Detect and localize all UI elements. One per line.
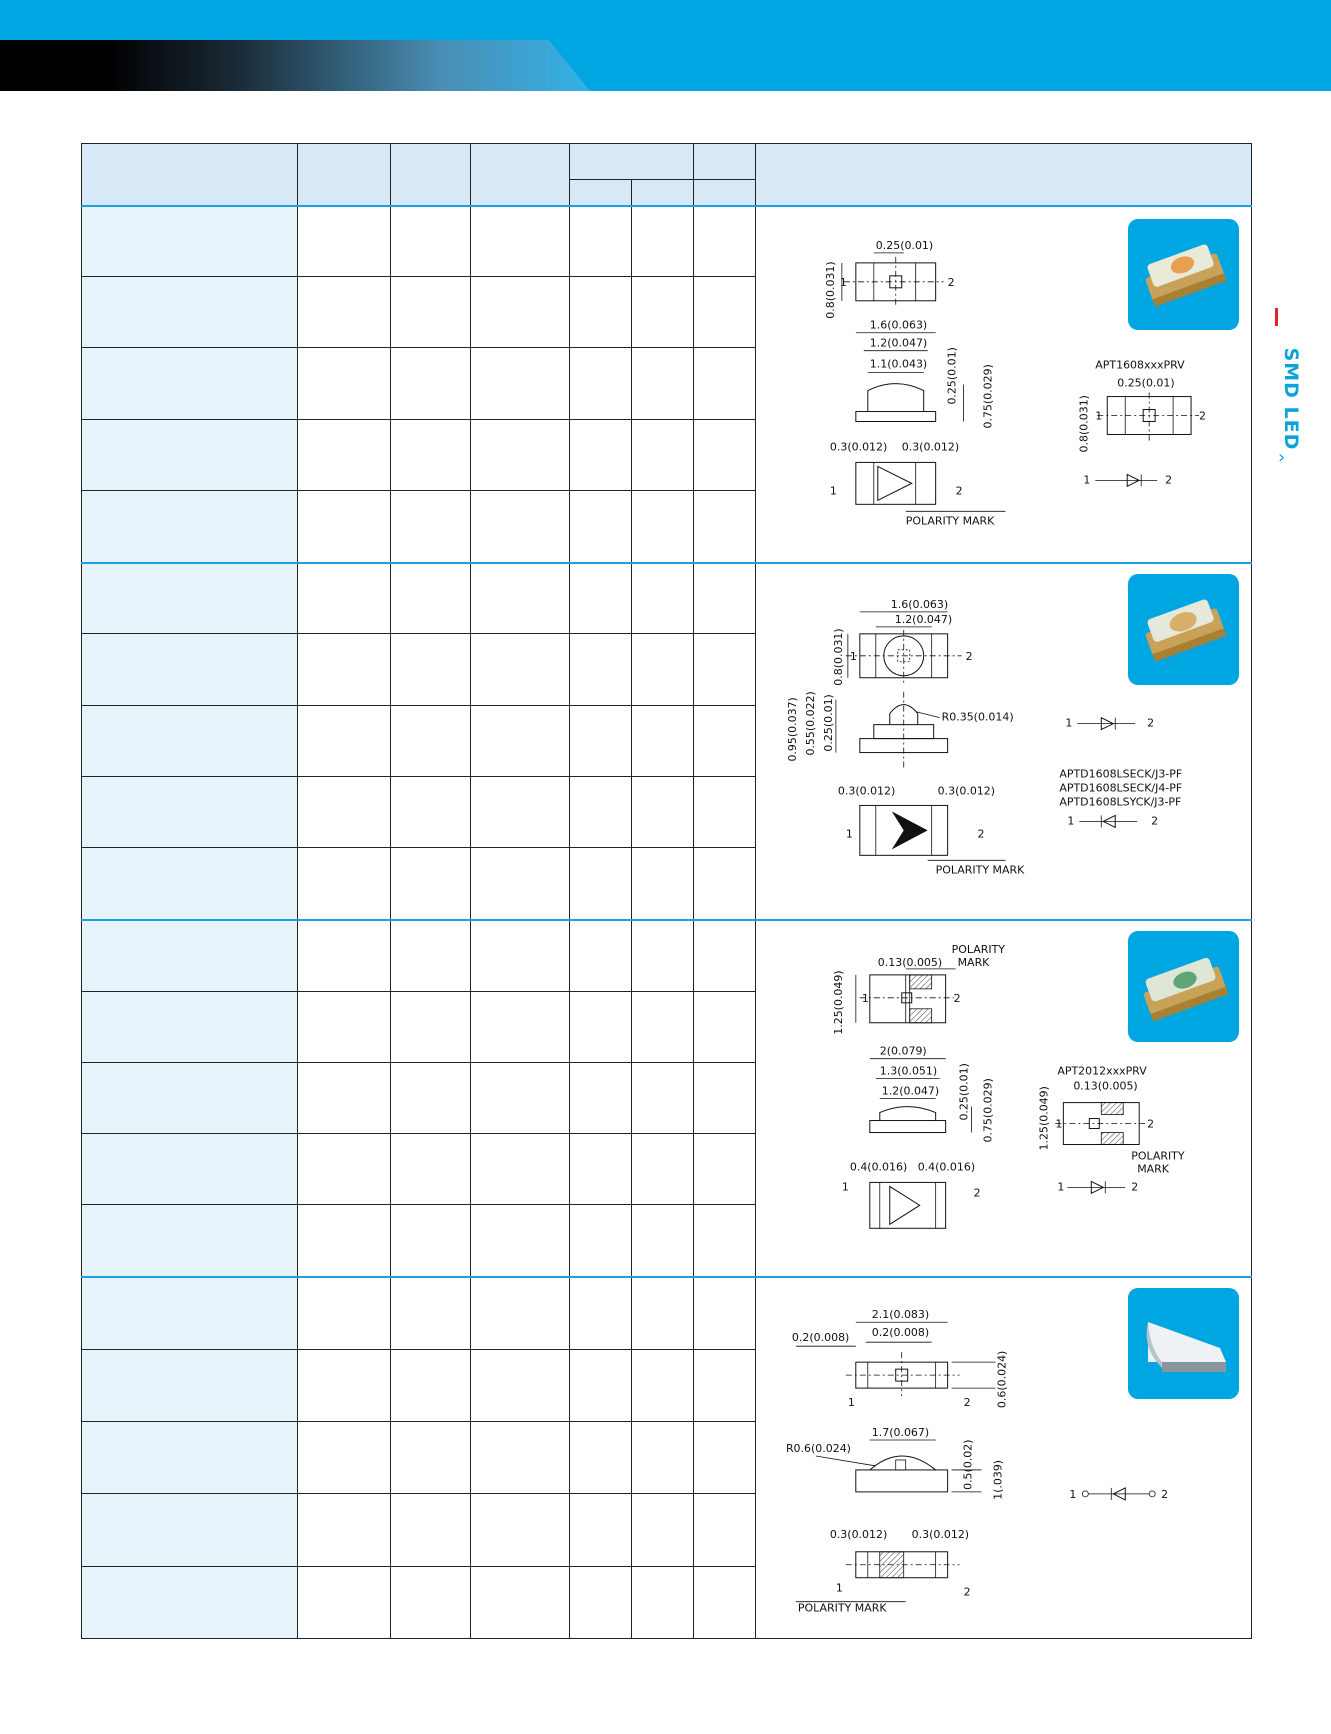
dim-label: 0.5(0.02): [961, 1439, 975, 1490]
package-drawing-cell: [756, 206, 1252, 563]
header-bar: [0, 0, 1331, 91]
dim-label: 0.4(0.016): [917, 1160, 976, 1174]
table-cell: [391, 705, 471, 776]
pin-label: 1: [1057, 1180, 1065, 1194]
dim-label: 0.2(0.008): [871, 1326, 930, 1340]
table-cell: [471, 348, 570, 419]
table-cell: [82, 1062, 298, 1133]
table-cell: [694, 634, 756, 705]
dim-label: 0.25(0.01): [957, 1063, 971, 1121]
dim-label: R0.6(0.024): [785, 1442, 851, 1456]
spec-table: [81, 143, 1252, 1639]
table-cell: [391, 348, 471, 419]
table-cell: [694, 776, 756, 847]
table-cell: [391, 1205, 471, 1277]
table-cell: [471, 634, 570, 705]
dim-label: 1.2(0.047): [881, 1084, 940, 1098]
table-cell: [82, 348, 298, 419]
table-cell: [570, 1062, 632, 1133]
table-cell: [632, 563, 694, 634]
header-cell: [694, 180, 756, 206]
pin-label: 1: [845, 827, 853, 841]
pin-label: 1: [841, 1180, 849, 1194]
table-cell: [694, 920, 756, 991]
dim-label: 1.7(0.067): [871, 1426, 930, 1440]
table-cell: [298, 277, 391, 348]
table-cell: [632, 348, 694, 419]
dim-label: 0.3(0.012): [837, 784, 896, 798]
table-cell: [82, 634, 298, 705]
table-cell: [570, 776, 632, 847]
polarity-label: MARK: [1137, 1162, 1169, 1176]
table-cell: [632, 1494, 694, 1566]
table-cell: [298, 348, 391, 419]
pin-label: 2: [1199, 409, 1207, 423]
polarity-label: MARK: [957, 955, 990, 969]
pin-label: 2: [963, 1396, 971, 1410]
table-cell: [570, 848, 632, 920]
table-cell: [632, 848, 694, 920]
dim-label: R0.35(0.014): [941, 710, 1014, 724]
table-cell: [570, 1566, 632, 1638]
table-cell: [298, 920, 391, 991]
dim-label: 0.4(0.016): [849, 1160, 908, 1174]
table-cell: [471, 1349, 570, 1421]
table-cell: [632, 705, 694, 776]
table-cell: [570, 490, 632, 562]
table-cell: [82, 848, 298, 920]
dim-label: 0.3(0.012): [829, 439, 888, 453]
table-cell: [632, 490, 694, 562]
dim-label: 1.6(0.063): [890, 597, 949, 611]
table-cell: [391, 206, 471, 277]
table-cell: [471, 1134, 570, 1205]
dim-label: 0.13(0.005): [877, 955, 943, 969]
dim-label: 0.25(0.01): [875, 238, 934, 252]
table-cell: [391, 1422, 471, 1494]
table-cell: [82, 206, 298, 277]
table-cell: [570, 705, 632, 776]
polarity-label: POLARITY MARK: [905, 513, 995, 527]
dim-label: 1.3(0.051): [879, 1064, 938, 1078]
dim-label: 1(.039): [991, 1459, 1005, 1500]
table-cell: [632, 1134, 694, 1205]
pin-label: 2: [947, 275, 955, 289]
package-drawing-cell: [756, 563, 1252, 920]
dim-label: 0.3(0.012): [911, 1527, 970, 1541]
package-drawing-cell: [756, 920, 1252, 1277]
pin-label: 1: [839, 275, 847, 289]
table-cell: [298, 1062, 391, 1133]
dim-label: 0.75(0.029): [981, 1077, 995, 1143]
table-cell: [632, 991, 694, 1062]
table-cell: [570, 1277, 632, 1349]
table-cell: [694, 563, 756, 634]
table-row: [82, 920, 1252, 991]
table-cell: [82, 776, 298, 847]
dim-label: 0.2(0.008): [791, 1331, 850, 1345]
table-cell: [694, 1134, 756, 1205]
table-cell: [298, 490, 391, 562]
table-cell: [298, 991, 391, 1062]
table-cell: [632, 1566, 694, 1638]
table-cell: [471, 563, 570, 634]
table-cell: [298, 1277, 391, 1349]
pin-label: 2: [977, 827, 985, 841]
dim-label: 0.25(0.01): [945, 346, 959, 405]
table-cell: [471, 776, 570, 847]
header-cell: [756, 144, 1252, 206]
table-cell: [391, 776, 471, 847]
dim-label: 0.3(0.012): [829, 1527, 888, 1541]
header-cell: [298, 144, 391, 206]
table-cell: [694, 991, 756, 1062]
table-row: [82, 1277, 1252, 1349]
package-drawing-cell: [756, 1277, 1252, 1638]
pin-label: 1: [835, 1581, 843, 1595]
table-cell: [632, 206, 694, 277]
table-cell: [471, 1277, 570, 1349]
pin-label: 1: [849, 649, 857, 663]
pin-label: 1: [1083, 472, 1091, 486]
pin-label: 1: [1069, 1487, 1077, 1501]
table-cell: [570, 1349, 632, 1421]
pin-label: 1: [1095, 409, 1103, 423]
table-cell: [391, 1062, 471, 1133]
table-cell: [82, 1349, 298, 1421]
header-cell: [694, 144, 756, 180]
pin-label: 1: [1055, 1117, 1063, 1131]
part-number: APTD1608LSECK/J3-PF: [1059, 767, 1183, 781]
dim-label: 0.8(0.031): [831, 628, 845, 686]
dim-label: 0.25(0.01): [821, 693, 835, 752]
table-cell: [82, 1205, 298, 1277]
table-cell: [391, 1566, 471, 1638]
pin-label: 2: [963, 1585, 971, 1599]
side-tab-marker: [1275, 308, 1278, 326]
table-cell: [471, 920, 570, 991]
table-cell: [391, 1494, 471, 1566]
pin-label: 2: [953, 991, 961, 1005]
table-cell: [298, 1566, 391, 1638]
table-cell: [632, 1205, 694, 1277]
pin-label: 1: [1065, 716, 1073, 730]
table-cell: [82, 419, 298, 490]
table-cell: [694, 1205, 756, 1277]
table-cell: [298, 1349, 391, 1421]
table-header-row: [82, 144, 1252, 180]
table-cell: [694, 1494, 756, 1566]
dim-label: 0.8(0.031): [823, 260, 837, 319]
dim-label: 2(0.079): [879, 1044, 927, 1058]
pin-label: 2: [1147, 716, 1155, 730]
pin-label: 2: [1165, 472, 1173, 486]
table-cell: [471, 419, 570, 490]
pin-label: 2: [1151, 814, 1159, 828]
table-cell: [298, 848, 391, 920]
header-cell: [570, 144, 694, 180]
table-cell: [471, 1494, 570, 1566]
table-cell: [82, 1134, 298, 1205]
table-cell: [298, 419, 391, 490]
table-cell: [632, 634, 694, 705]
table-cell: [471, 705, 570, 776]
table-cell: [82, 991, 298, 1062]
table-cell: [82, 1494, 298, 1566]
table-cell: [391, 419, 471, 490]
table-cell: [471, 848, 570, 920]
table-cell: [694, 1277, 756, 1349]
table-cell: [391, 634, 471, 705]
table-cell: [632, 277, 694, 348]
table-cell: [471, 1422, 570, 1494]
dim-label: 1.1(0.043): [869, 357, 928, 371]
dim-label: 0.3(0.012): [901, 439, 960, 453]
table-cell: [391, 1349, 471, 1421]
table-cell: [298, 1134, 391, 1205]
dim-label: 1.25(0.049): [1037, 1085, 1051, 1151]
table-cell: [471, 991, 570, 1062]
table-cell: [391, 563, 471, 634]
pin-label: 2: [1147, 1117, 1155, 1131]
table-cell: [391, 1277, 471, 1349]
table-cell: [632, 1062, 694, 1133]
table-cell: [570, 419, 632, 490]
pin-label: 2: [965, 649, 973, 663]
side-tab-label: SMD LED: [1280, 347, 1302, 451]
pin-label: 1: [829, 483, 837, 497]
table-cell: [298, 1422, 391, 1494]
table-cell: [82, 277, 298, 348]
table-cell: [82, 920, 298, 991]
polarity-label: POLARITY: [1131, 1149, 1185, 1163]
table-cell: [570, 348, 632, 419]
table-cell: [570, 563, 632, 634]
header-cell: [570, 180, 632, 206]
table-cell: [694, 1349, 756, 1421]
dim-label: 0.55(0.022): [803, 690, 817, 756]
pin-label: 2: [955, 483, 963, 497]
dim-label: 1.2(0.047): [869, 336, 928, 350]
table-cell: [298, 563, 391, 634]
table-cell: [694, 277, 756, 348]
dim-label: 0.25(0.01): [1117, 376, 1175, 390]
table-cell: [391, 848, 471, 920]
table-cell: [298, 206, 391, 277]
table-cell: [471, 490, 570, 562]
table-cell: [82, 490, 298, 562]
dim-label: 0.3(0.012): [937, 784, 996, 798]
table-cell: [82, 563, 298, 634]
table-cell: [632, 1277, 694, 1349]
chevron-right-icon: ›: [1278, 447, 1286, 468]
dim-label: 1.6(0.063): [869, 318, 928, 332]
table-cell: [570, 1494, 632, 1566]
table-cell: [298, 634, 391, 705]
table-cell: [391, 920, 471, 991]
table-cell: [298, 705, 391, 776]
part-number: APTD1608LSECK/J4-PF: [1059, 781, 1183, 795]
dim-label: 0.8(0.031): [1077, 394, 1091, 452]
table-cell: [570, 634, 632, 705]
table-cell: [82, 1422, 298, 1494]
table-cell: [82, 1566, 298, 1638]
table-cell: [694, 206, 756, 277]
table-cell: [570, 277, 632, 348]
table-cell: [694, 1566, 756, 1638]
table-cell: [694, 848, 756, 920]
pin-label: 2: [1161, 1487, 1169, 1501]
header-cell: [82, 144, 298, 206]
dim-label: 2.1(0.083): [871, 1308, 930, 1322]
table-cell: [570, 991, 632, 1062]
table-cell: [391, 277, 471, 348]
header-cell: [471, 144, 570, 206]
part-number: APT2012xxxPRV: [1057, 1064, 1147, 1078]
polarity-label: POLARITY MARK: [935, 862, 1025, 876]
table-cell: [391, 1134, 471, 1205]
table-row: [82, 563, 1252, 634]
pin-label: 2: [1131, 1180, 1139, 1194]
dim-label: 1.2(0.047): [894, 612, 953, 626]
table-cell: [82, 1277, 298, 1349]
table-cell: [298, 1205, 391, 1277]
dim-label: 0.75(0.029): [981, 363, 995, 428]
table-cell: [82, 705, 298, 776]
table-cell: [570, 1422, 632, 1494]
table-cell: [694, 348, 756, 419]
table-cell: [471, 1566, 570, 1638]
table-cell: [570, 920, 632, 991]
table-cell: [694, 490, 756, 562]
table-cell: [298, 776, 391, 847]
side-tab[interactable]: [1272, 340, 1302, 470]
table-cell: [471, 206, 570, 277]
pin-label: 1: [1067, 814, 1075, 828]
table-cell: [391, 991, 471, 1062]
pin-label: 2: [973, 1186, 981, 1200]
table-cell: [298, 1494, 391, 1566]
table-row: [82, 206, 1252, 277]
dim-label: 0.13(0.005): [1073, 1079, 1138, 1093]
table-cell: [471, 277, 570, 348]
table-cell: [632, 920, 694, 991]
header-cell: [632, 180, 694, 206]
dim-label: 0.6(0.024): [995, 1350, 1009, 1409]
header-cell: [391, 144, 471, 206]
table-cell: [632, 1349, 694, 1421]
dim-label: 1.25(0.049): [831, 970, 845, 1035]
table-cell: [694, 419, 756, 490]
table-cell: [570, 1134, 632, 1205]
table-cell: [570, 1205, 632, 1277]
table-cell: [632, 776, 694, 847]
part-number: APTD1608LSYCK/J3-PF: [1059, 795, 1182, 809]
polarity-label: POLARITY MARK: [797, 1601, 887, 1615]
table-cell: [391, 490, 471, 562]
polarity-label: POLARITY: [951, 942, 1005, 956]
header-gradient-band: [0, 40, 590, 91]
table-cell: [694, 1062, 756, 1133]
table-cell: [471, 1062, 570, 1133]
table-cell: [632, 1422, 694, 1494]
table-cell: [694, 1422, 756, 1494]
part-number: APT1608xxxPRV: [1095, 358, 1185, 372]
pin-label: 1: [847, 1396, 855, 1410]
pin-label: 1: [861, 991, 869, 1005]
table-cell: [694, 705, 756, 776]
table-cell: [632, 419, 694, 490]
table-cell: [570, 206, 632, 277]
dim-label: 0.95(0.037): [785, 696, 799, 762]
table-cell: [471, 1205, 570, 1277]
